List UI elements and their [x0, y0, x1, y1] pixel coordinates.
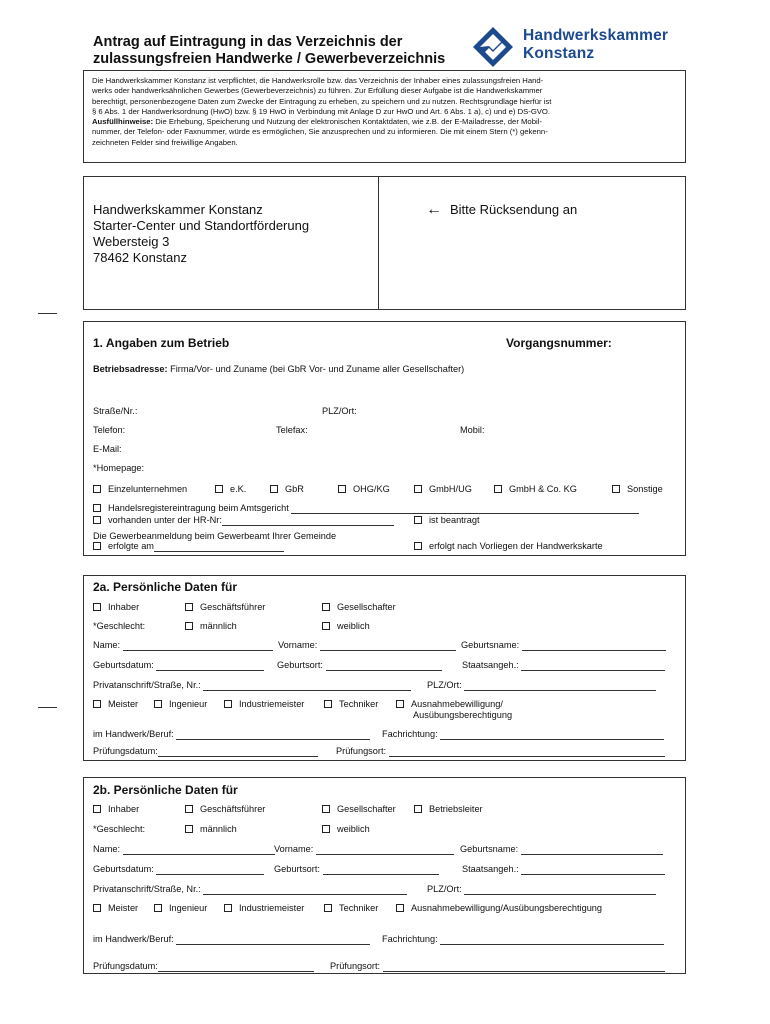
intro-hint-line — [92, 117, 677, 127]
option-ingenieur[interactable] — [154, 903, 207, 914]
option-gesellschafter[interactable] — [322, 804, 396, 815]
option-label: weiblich — [337, 621, 370, 631]
input-line[interactable] — [156, 866, 264, 875]
checkbox[interactable] — [270, 485, 278, 493]
option-weiblich[interactable] — [322, 824, 370, 835]
option-industriemeister[interactable] — [224, 699, 304, 710]
input-line[interactable] — [522, 642, 666, 651]
recipient-address — [93, 202, 309, 266]
option-ausnahmebewilligung[interactable] — [396, 903, 602, 914]
option-label: OHG/KG — [353, 484, 390, 494]
checkbox[interactable] — [185, 805, 193, 813]
telefax-field[interactable]: Telefax: — [276, 425, 308, 435]
hr-nummer-field[interactable] — [93, 515, 394, 526]
checkbox[interactable] — [154, 700, 162, 708]
logo-line-2: Konstanz — [523, 45, 595, 62]
fold-mark — [38, 707, 57, 708]
address-divider — [378, 177, 379, 309]
input-line[interactable] — [203, 886, 407, 895]
pruefungsdatum-field[interactable] — [93, 961, 314, 972]
option-label: GmbH & Co. KG — [509, 484, 577, 494]
geburtsdatum-label: Geburtsdatum: — [93, 864, 154, 874]
option-sonstige[interactable] — [612, 484, 663, 495]
checkbox[interactable] — [93, 485, 101, 493]
staatsangeh-field[interactable] — [462, 864, 665, 875]
pruefungsdatum-label: Prüfungsdatum: — [93, 746, 158, 756]
input-line[interactable] — [123, 642, 273, 651]
checkbox[interactable] — [322, 825, 330, 833]
hr-amtsgericht-field[interactable] — [93, 503, 639, 514]
privat-plz-ort-field[interactable] — [427, 680, 656, 691]
fachrichtung-field[interactable] — [382, 729, 664, 740]
option-label: Industriemeister — [239, 903, 305, 913]
option-label: Ingenieur — [169, 903, 208, 913]
option-meister[interactable] — [93, 699, 138, 710]
vorgangsnummer-label: Vorgangsnummer: — [506, 336, 612, 350]
fachrichtung-label: Fachrichtung: — [382, 729, 438, 739]
hr-line1-label: Handelsregistereintragung beim Amtsgericht — [108, 503, 289, 513]
option-label: Ausnahmebewilligung/ — [411, 699, 503, 709]
section-personal-2b — [83, 777, 686, 974]
name-field[interactable] — [93, 640, 273, 651]
pruefungsort-label: Prüfungsort: — [330, 961, 381, 971]
handwerk-label: im Handwerk/Beruf: — [93, 729, 174, 739]
address-line: Starter-Center und Standortförderung — [93, 218, 310, 233]
handwerk-label: im Handwerk/Beruf: — [93, 934, 174, 944]
geburtsort-label: Geburtsort: — [274, 864, 320, 874]
option-label: Betriebsleiter — [429, 804, 483, 814]
input-line[interactable] — [464, 886, 656, 895]
option-label: Geschäftsführer — [200, 804, 266, 814]
address-line: Handwerkskammer Konstanz — [93, 202, 263, 217]
option-label: Einzelunternehmen — [108, 484, 188, 494]
input-line[interactable] — [521, 662, 665, 671]
option-gmbh-co-kg[interactable] — [494, 484, 577, 495]
fachrichtung-field[interactable] — [382, 934, 664, 945]
checkbox[interactable] — [185, 622, 193, 630]
option-maennlich[interactable] — [185, 621, 237, 632]
staatsangeh-label: Staatsangeh.: — [462, 660, 519, 670]
option-betriebsleiter[interactable] — [414, 804, 483, 815]
option-inhaber[interactable] — [93, 602, 139, 613]
option-industriemeister[interactable] — [224, 903, 304, 914]
option-label: weiblich — [337, 824, 370, 834]
address-line: 78462 Konstanz — [93, 250, 187, 265]
option-geschaeftsfuehrer[interactable] — [185, 602, 265, 613]
checkbox[interactable] — [185, 603, 193, 611]
input-line[interactable] — [316, 846, 454, 855]
return-label: Bitte Rücksendung an — [450, 202, 578, 217]
input-line[interactable] — [176, 936, 370, 945]
option-label: Techniker — [339, 903, 379, 913]
geburtsdatum-field[interactable] — [93, 660, 264, 671]
privatanschrift-field[interactable] — [93, 884, 407, 895]
section-2b-heading: 2b. Persönliche Daten für — [93, 783, 238, 797]
betriebsadresse-label: Betriebsadresse: — [93, 364, 168, 374]
option-maennlich[interactable] — [185, 824, 237, 835]
name-label: Name: — [93, 640, 121, 650]
option-label: Gesellschafter — [337, 602, 396, 612]
ausnahme-line-2: Ausübungsberechtigung — [413, 710, 513, 720]
option-label: erfolgt nach Vorliegen der Handwerkskarte — [429, 541, 603, 551]
option-label: Industriemeister — [239, 699, 305, 709]
geburtsort-field[interactable] — [274, 864, 439, 875]
input-line[interactable] — [156, 662, 264, 671]
fachrichtung-label: Fachrichtung: — [382, 934, 438, 944]
geburtsort-label: Geburtsort: — [277, 660, 323, 670]
vorname-field[interactable] — [274, 844, 454, 855]
option-ek[interactable] — [215, 484, 246, 495]
checkbox[interactable] — [324, 904, 332, 912]
hint-text: Die Erhebung, Speicherung und Nutzung der elektronischen Kontaktdaten, wie z.B. der E-Mailadresse, der Mobil- — [153, 117, 542, 127]
input-line[interactable] — [464, 682, 656, 691]
checkbox[interactable] — [93, 516, 101, 524]
arrow-left-icon: ← — [426, 201, 442, 218]
checkbox[interactable] — [324, 700, 332, 708]
checkbox[interactable] — [414, 542, 422, 550]
input-line[interactable] — [158, 748, 318, 757]
pruefungsort-field[interactable] — [330, 961, 665, 972]
checkbox[interactable] — [93, 504, 101, 512]
option-label: Gesellschafter — [337, 804, 396, 814]
strasse-field[interactable]: Straße/Nr.: — [93, 406, 138, 416]
checkbox[interactable] — [414, 516, 422, 524]
option-techniker[interactable] — [324, 699, 378, 710]
section-2a-heading: 2a. Persönliche Daten für — [93, 580, 238, 594]
plz-ort-label: PLZ/Ort: — [427, 680, 462, 690]
vorname-label: Vorname: — [278, 640, 318, 650]
option-ohg-kg[interactable] — [338, 484, 390, 495]
checkbox[interactable] — [414, 805, 422, 813]
option-ingenieur[interactable] — [154, 699, 207, 710]
checkbox[interactable] — [224, 904, 232, 912]
hint-label: Ausfüllhinweise: — [92, 117, 154, 127]
pruefungsdatum-label: Prüfungsdatum: — [93, 961, 158, 971]
section-personal-2a — [83, 575, 686, 761]
checkbox[interactable] — [322, 622, 330, 630]
gewerbe-later-option[interactable] — [414, 541, 603, 552]
checkbox[interactable] — [224, 700, 232, 708]
checkbox[interactable] — [322, 603, 330, 611]
intro-line: nummer, der Telefon- oder Faxnummer, würde es ermöglichen, Sie anzusprechen und zu informieren. Die mit einem Stern (*) gekenn- — [92, 127, 548, 137]
mobil-field[interactable]: Mobil: — [460, 425, 485, 435]
geburtsort-field[interactable] — [277, 660, 442, 671]
option-meister[interactable] — [93, 903, 138, 914]
option-label: Inhaber — [108, 602, 140, 612]
homepage-field[interactable]: *Homepage: — [93, 463, 145, 473]
form-title — [93, 34, 445, 68]
input-line[interactable] — [521, 866, 665, 875]
option-label: Meister — [108, 699, 139, 709]
option-ausnahmebewilligung[interactable] — [396, 699, 503, 710]
input-line[interactable] — [123, 846, 275, 855]
logo-line-1: Handwerkskammer — [523, 27, 669, 44]
telefon-field[interactable]: Telefon: — [93, 425, 126, 435]
section-betrieb — [83, 321, 686, 556]
geburtsdatum-field[interactable] — [93, 864, 264, 875]
checkbox[interactable] — [93, 603, 101, 611]
privatanschrift-field[interactable] — [93, 680, 411, 691]
option-label: e.K. — [230, 484, 247, 494]
intro-line: Die Handwerkskammer Konstanz ist verpflichtet, die Handwerksrolle bzw. das Verzeichnis der Inhaber eines zulassungsfreien Hand- — [92, 76, 544, 85]
option-weiblich[interactable] — [322, 621, 370, 632]
name-field[interactable] — [93, 844, 275, 855]
title-line-2: zulassungsfreien Handwerke / Gewerbeverzeichnis — [93, 51, 446, 67]
gewerbe-erfolgte-field[interactable] — [93, 541, 284, 552]
checkbox[interactable] — [322, 805, 330, 813]
input-line[interactable] — [291, 505, 639, 514]
geburtsname-label: Geburtsname: — [460, 844, 519, 854]
vorname-field[interactable] — [278, 640, 456, 651]
intro-line: § 6 Abs. 1 der Handwerksordnung (HwO) bzw. § 19 HwO in Verbindung mit Anlage D zur HwO und Art. 6 Abs. 1 a), c) und e) DS-GVO. — [92, 106, 551, 116]
checkbox[interactable] — [396, 904, 404, 912]
option-gesellschafter[interactable] — [322, 602, 396, 613]
input-line[interactable] — [323, 866, 439, 875]
input-line[interactable] — [222, 517, 394, 526]
gewerbe-heading: Die Gewerbeanmeldung beim Gewerbeamt Ihrer Gemeinde — [93, 531, 337, 541]
input-line[interactable] — [389, 748, 665, 757]
pruefungsort-field[interactable] — [336, 746, 665, 757]
pruefungsort-label: Prüfungsort: — [336, 746, 387, 756]
email-field[interactable]: E-Mail: — [93, 444, 122, 454]
privat-plz-ort-field[interactable] — [427, 884, 656, 895]
hr-beantragt-option[interactable] — [414, 515, 480, 526]
gewerbe-label: erfolgte am — [108, 541, 154, 551]
option-einzelunternehmen[interactable] — [93, 484, 187, 495]
staatsangeh-field[interactable] — [462, 660, 665, 671]
handwerk-beruf-field[interactable] — [93, 729, 370, 740]
option-gmbh-ug[interactable] — [414, 484, 472, 495]
name-label: Name: — [93, 844, 121, 854]
input-line[interactable] — [440, 731, 664, 740]
input-line[interactable] — [521, 846, 663, 855]
input-line[interactable] — [320, 642, 456, 651]
option-label: männlich — [200, 824, 237, 834]
checkbox[interactable] — [215, 485, 223, 493]
option-label: ist beantragt — [429, 515, 480, 525]
return-address-box — [83, 176, 686, 310]
geschlecht-label: *Geschlecht: — [93, 621, 146, 631]
checkbox[interactable] — [396, 700, 404, 708]
intro-line: zeichneten Felder sind freiwillige Angaben. — [92, 137, 238, 147]
checkbox[interactable] — [93, 700, 101, 708]
fold-mark — [38, 313, 57, 314]
handwerkskammer-logo-icon — [472, 26, 514, 68]
hr-line2-label: vorhanden unter der HR-Nr: — [108, 515, 222, 525]
input-line[interactable] — [154, 543, 284, 552]
option-label: GbR — [285, 484, 304, 494]
option-label: männlich — [200, 621, 237, 631]
handwerk-beruf-field[interactable] — [93, 934, 370, 945]
vorname-label: Vorname: — [274, 844, 314, 854]
input-line[interactable] — [176, 731, 370, 740]
pruefungsdatum-field[interactable] — [93, 746, 318, 757]
option-label: Meister — [108, 903, 139, 913]
option-inhaber[interactable] — [93, 804, 139, 815]
input-line[interactable] — [383, 963, 665, 972]
geburtsname-field[interactable] — [460, 844, 663, 855]
plz-ort-field[interactable]: PLZ/Ort: — [322, 406, 357, 416]
input-line[interactable] — [158, 963, 314, 972]
input-line[interactable] — [203, 682, 411, 691]
input-line[interactable] — [326, 662, 442, 671]
checkbox[interactable] — [93, 542, 101, 550]
address-line: Webersteig 3 — [93, 234, 170, 249]
input-line[interactable] — [440, 936, 664, 945]
betriebsadresse-field[interactable] — [93, 364, 464, 375]
option-label: Ingenieur — [169, 699, 208, 709]
title-line-1: Antrag auf Eintragung in das Verzeichnis der — [93, 34, 403, 50]
option-label: Ausnahmebewilligung/Ausübungsberechtigung — [411, 903, 603, 913]
checkbox[interactable] — [338, 485, 346, 493]
betriebsadresse-hint: Firma/Vor- und Zuname (bei GbR Vor- und Zuname aller Gesellschafter) — [167, 364, 465, 374]
intro-line: berechtigt, personenbezogene Daten zum Zwecke der Eintragung zu erheben, zu speichern und zu nutzen. Rechtsgrundlage hierfür ist — [92, 96, 552, 106]
privatanschrift-label: Privatanschrift/Straße, Nr.: — [93, 884, 201, 894]
geburtsdatum-label: Geburtsdatum: — [93, 660, 154, 670]
privacy-notice — [83, 70, 686, 163]
plz-ort-label: PLZ/Ort: — [427, 884, 462, 894]
return-note — [426, 202, 577, 217]
option-label: Inhaber — [108, 804, 140, 814]
staatsangeh-label: Staatsangeh.: — [462, 864, 519, 874]
intro-line: werks oder handwerksähnlichen Gewerbes (Gewerbeverzeichnis) zu führen. Zur Erfüllung dieser Aufgabe ist die Handwerkskammer — [92, 86, 543, 96]
checkbox[interactable] — [154, 904, 162, 912]
privatanschrift-label: Privatanschrift/Straße, Nr.: — [93, 680, 201, 690]
option-gbr[interactable] — [270, 484, 304, 495]
geschlecht-label: *Geschlecht: — [93, 824, 146, 834]
option-label: Techniker — [339, 699, 379, 709]
option-geschaeftsfuehrer[interactable] — [185, 804, 265, 815]
checkbox[interactable] — [185, 825, 193, 833]
logo-text — [523, 27, 668, 63]
checkbox[interactable] — [414, 485, 422, 493]
geburtsname-field[interactable] — [461, 640, 666, 651]
geburtsname-label: Geburtsname: — [461, 640, 520, 650]
checkbox[interactable] — [93, 805, 101, 813]
checkbox[interactable] — [93, 904, 101, 912]
option-label: Sonstige — [627, 484, 663, 494]
checkbox[interactable] — [494, 485, 502, 493]
checkbox[interactable] — [612, 485, 620, 493]
option-label: GmbH/UG — [429, 484, 472, 494]
option-label: Geschäftsführer — [200, 602, 266, 612]
option-techniker[interactable] — [324, 903, 378, 914]
section-1-heading: 1. Angaben zum Betrieb — [93, 336, 230, 350]
